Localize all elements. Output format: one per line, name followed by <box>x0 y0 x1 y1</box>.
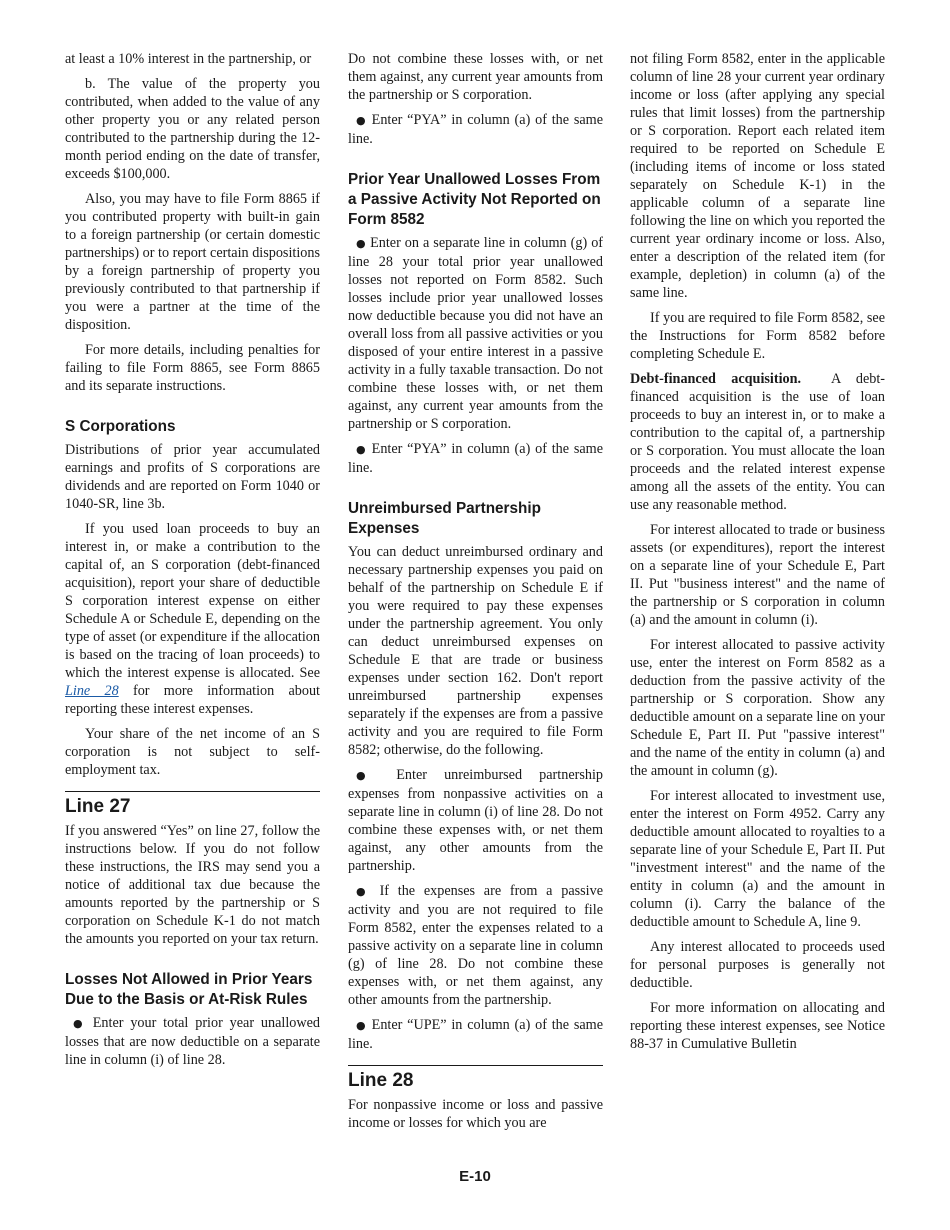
section-heading-line-27: Line 27 <box>65 791 320 818</box>
bullet-text: Enter unreimbursed partnership expenses from nonpassive activities on a separate line in column (i) of line 28. Do not combine these expenses with, or net them against, any other amounts from the partnership. <box>348 767 603 874</box>
paragraph: You can deduct unreimbursed ordinary and necessary partnership expenses you paid on behalf of the partnership on Schedule E if you were required to pay these expenses under the partnership agreement. You only can deduct unreimbursed expenses on Schedule E that are trade or business expenses under section 162. Don't report unreimbursed partnership expenses separately if the expenses are from a passive activity and you are required to file Form 8582; otherwise, do the following. <box>348 544 603 758</box>
bullet-icon: ● <box>73 1017 86 1030</box>
column-right <box>630 50 885 1060</box>
paragraph-text: If you used loan proceeds to buy an interest in, or make a contribution to the capital of, an S corporation (debt-financed acquisition), report your share of deductible S corporation interest expense on either Schedule A or Schedule E, depending on the type of asset (or expenditure if the allocation is based on the tracing of loan proceeds) to which the interest expense is allocated. See <box>65 521 320 681</box>
paragraph: at least a 10% interest in the partnership, or <box>65 51 312 67</box>
page-number: E-10 <box>459 1168 491 1185</box>
paragraph: Your share of the net income of an S corporation is not subject to self-employment tax. <box>65 726 320 778</box>
bullet-text: Enter “PYA” in column (a) of the same line. <box>348 441 603 476</box>
paragraph: For interest allocated to passive activity use, enter the interest on Form 8582 as a deduction from the passive activity of the partnership or S corporation. Show any deductible amount on a separate line on your Schedule E, Part II. Put "passive interest" and the name of the entity in column (a) and the amount in column (g). <box>630 637 885 779</box>
paragraph: b. The value of the property you contributed, when added to the value of any other property you or any related person contributed to the partnership during the 12-month period ending on the date of transfer, exceeds $100,000. <box>65 76 320 182</box>
section-heading-losses-not-allowed: Losses Not Allowed in Prior Years Due to the Basis or At-Risk Rules <box>65 971 313 1008</box>
paragraph: For nonpassive income or loss and passive income or losses for which you are <box>348 1097 603 1131</box>
bullet-icon: ● <box>356 443 367 456</box>
paragraph <box>630 370 885 514</box>
bullet-item <box>348 882 603 1009</box>
bullet-icon: ● <box>356 769 380 782</box>
paragraph: If you answered “Yes” on line 27, follow the instructions below. If you do not follow these instructions, the IRS may send you a notice of additional tax due because the amounts reported by the partnership or S corporation on Schedule K-1 do not match the amounts you reported on your tax return. <box>65 823 320 947</box>
paragraph: Distributions of prior year accumulated earnings and profits of S corporations are dividends and are reported on Form 1040 or 1040-SR, line 3b. <box>65 442 320 512</box>
bullet-text: Enter on a separate line in column (g) of line 28 your total prior year unallowed losses not reported on Form 8582. Such losses include prior year unallowed losses now deductible because you did not have an overall loss from all passive activities or you disposed of your entire interest in a passive activity in a fully taxable transaction. Do not combine these losses with, or net them against, any current year amounts from the partnership or S corporation. <box>348 235 604 432</box>
paragraph: Any interest allocated to proceeds used for personal purposes is generally not deductible. <box>630 939 885 991</box>
paragraph: For interest allocated to trade or business assets (or expenditures), report the interest on a separate line of your Schedule E, Part II. Put "business interest" and the name of the partnership or S corporation in column (a) and the amount in column (i). <box>630 522 885 628</box>
bullet-text: Enter “UPE” in column (a) of the same line. <box>348 1017 603 1052</box>
bullet-icon: ● <box>356 114 367 127</box>
paragraph: Do not combine these losses with, or net them against, any current year amounts from the partnership or S corporation. <box>348 51 603 103</box>
bullet-text: Enter “PYA” in column (a) of the same line. <box>348 112 603 147</box>
paragraph: If you are required to file Form 8582, see the Instructions for Form 8582 before completing Schedule E. <box>630 310 885 362</box>
column-middle <box>348 50 603 1139</box>
run-in-heading-debt-financed: Debt-financed acquisition. <box>630 371 802 387</box>
paragraph: For more details, including penalties for failing to file Form 8865, see Form 8865 and its separate instructions. <box>65 342 320 394</box>
section-heading-prior-year-unallowed: Prior Year Unallowed Losses From a Passive Activity Not Reported on Form 8582 <box>348 171 601 228</box>
section-heading-unreimbursed-expenses: Unreimbursed Partnership Expenses <box>348 500 541 537</box>
section-heading-line-28: Line 28 <box>348 1065 603 1092</box>
paragraph: For interest allocated to investment use, enter the interest on Form 4952. Carry any deductible amount allocated to royalties to a separate line of your Schedule E, Part II. Put "investment interest" and the name of the entity in column (a) and the amount in column (i). Carry the balance of the deductible amount to Schedule A, line 9. <box>630 788 885 930</box>
bullet-item <box>348 111 603 148</box>
line-28-link[interactable]: Line 28 <box>65 683 119 699</box>
bullet-item <box>348 440 603 477</box>
paragraph: not filing Form 8582, enter in the applicable column of line 28 your current year ordinary income or loss (after applying any special rules that limit losses) from the partnership or S corporation. Report each related item required to be reported on Schedule E (including items of income or loss stated separately on Schedule K-1) in the applicable column of a separate line following the line on which you reported the current year ordinary income or loss. Also, enter a description of the related item (for example, depletion) in column (a) of the same line. <box>630 51 885 301</box>
column-left <box>65 50 320 1076</box>
paragraph: Also, you may have to file Form 8865 if you contributed property with built-in gain to a foreign partnership (or certain domestic partnerships) or to report certain dispositions by a foreign partnership of property you previously contributed to that partnership if you were a partner at the time of the disposition. <box>65 191 320 333</box>
bullet-item <box>348 1016 603 1053</box>
bullet-text: If the expenses are from a passive activity and you are not required to file Form 8582, enter the expenses related to a passive activity on a separate line in column (g) of line 28. Do not combine these expenses with, or net them against, any other amounts from the partnership. <box>348 883 603 1008</box>
paragraph <box>65 520 320 718</box>
bullet-icon: ● <box>356 885 371 898</box>
bullet-text: Enter your total prior year unallowed losses that are now deductible on a separate line in column (i) of line 28. <box>65 1015 320 1068</box>
section-heading-s-corporations: S Corporations <box>65 418 176 435</box>
paragraph-text: A debt-financed acquisition is the use of loan proceeds to buy an interest in, or to make a contribution to the capital of, a partnership or S corporation. You must allocate the loan proceeds and the related interest expense among all the assets of the entity. You can use any reasonable method. <box>630 371 885 513</box>
paragraph-text: for more information about reporting these interest expenses. <box>65 683 320 717</box>
paragraph: For more information on allocating and reporting these interest expenses, see Notice 88-37 in Cumulative Bulletin <box>630 1000 885 1052</box>
bullet-icon: ● <box>356 1019 367 1032</box>
bullet-item <box>348 234 603 433</box>
bullet-item <box>65 1014 320 1069</box>
bullet-icon: ● <box>356 237 367 250</box>
bullet-item <box>348 766 603 875</box>
